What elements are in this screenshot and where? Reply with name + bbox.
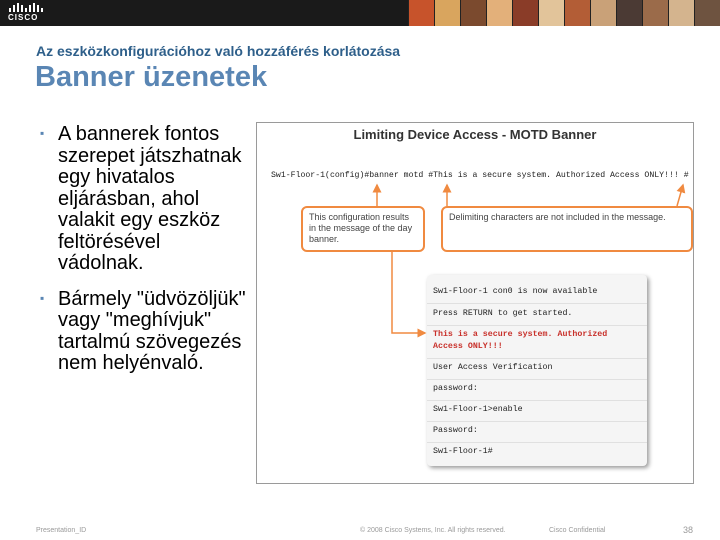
cisco-logo-text: CISCO bbox=[8, 13, 39, 22]
slide-subtitle: Az eszközkonfigurációhoz való hozzáférés korlátozása bbox=[36, 43, 401, 59]
banner-message-line: This is a secure system. Authorized bbox=[433, 330, 608, 339]
terminal-divider bbox=[427, 325, 647, 326]
banner-command-line: Sw1-Floor-1(config)#banner motd #This is a secure system. Authorized Access ONLY!!! # bbox=[271, 171, 689, 180]
terminal-divider bbox=[427, 421, 647, 422]
header-photo bbox=[538, 0, 564, 26]
bullet-marker-icon: ▪ bbox=[40, 290, 45, 305]
header-photo bbox=[408, 0, 434, 26]
callout-configuration-result: This configuration results in the message of the day banner. bbox=[301, 206, 425, 252]
header-photo bbox=[486, 0, 512, 26]
header-photo bbox=[694, 0, 720, 26]
terminal-divider bbox=[427, 379, 647, 380]
bullet-item bbox=[40, 289, 250, 375]
header-photo bbox=[616, 0, 642, 26]
arrow-to-delimiter-right bbox=[677, 185, 683, 206]
header-photo bbox=[564, 0, 590, 26]
footer-confidential: Cisco Confidential bbox=[549, 527, 606, 534]
header-photo bbox=[460, 0, 486, 26]
terminal-line: Password: bbox=[433, 426, 478, 435]
header-photo bbox=[434, 0, 460, 26]
banner-message-line: Access ONLY!!! bbox=[433, 342, 503, 351]
bullet-text: A bannerek fontos szerepet játszhatnak egy hivatalos eljárásban, ahol valakit egy eszköz feltörésével vádolnak. bbox=[58, 123, 242, 274]
header-photo bbox=[642, 0, 668, 26]
bullet-item bbox=[40, 124, 250, 275]
figure-title: Limiting Device Access - MOTD Banner bbox=[353, 127, 597, 142]
cisco-logo bbox=[8, 3, 48, 23]
bullet-list bbox=[40, 124, 250, 389]
footer-presentation-id: Presentation_ID bbox=[36, 527, 87, 534]
bullet-marker-icon: ▪ bbox=[40, 126, 45, 140]
terminal-divider bbox=[427, 400, 647, 401]
terminal-divider bbox=[427, 303, 647, 304]
terminal-line: Sw1-Floor-1# bbox=[433, 447, 493, 456]
header-photo bbox=[668, 0, 694, 26]
footer-copyright: © 2008 Cisco Systems, Inc. All rights reserved. bbox=[360, 527, 506, 534]
callout-delimiter-note: Delimiting characters are not included in the message. bbox=[441, 206, 693, 252]
terminal-divider bbox=[427, 442, 647, 443]
cisco-bridge-icon bbox=[9, 3, 48, 12]
terminal-line: password: bbox=[433, 384, 478, 393]
header-photo-strip bbox=[408, 0, 720, 26]
terminal-line: Sw1-Floor-1 con0 is now available bbox=[433, 287, 598, 296]
slide-title: Banner üzenetek bbox=[35, 61, 268, 93]
terminal-divider bbox=[427, 358, 647, 359]
bullet-text: Bármely "üdvözöljük" vagy "meghívjuk" tartalmú szövegezés nem helyénvaló. bbox=[58, 287, 246, 374]
terminal-line: Press RETURN to get started. bbox=[433, 309, 573, 318]
terminal-line: Sw1-Floor-1>enable bbox=[433, 405, 523, 414]
arrow-to-banner-output bbox=[392, 243, 425, 333]
terminal-line: User Access Verification bbox=[433, 363, 553, 372]
header-photo bbox=[512, 0, 538, 26]
header-photo bbox=[590, 0, 616, 26]
motd-banner-figure bbox=[256, 122, 694, 484]
page-number: 38 bbox=[683, 525, 694, 535]
top-banner-bar bbox=[0, 0, 720, 26]
terminal-output bbox=[427, 275, 647, 466]
